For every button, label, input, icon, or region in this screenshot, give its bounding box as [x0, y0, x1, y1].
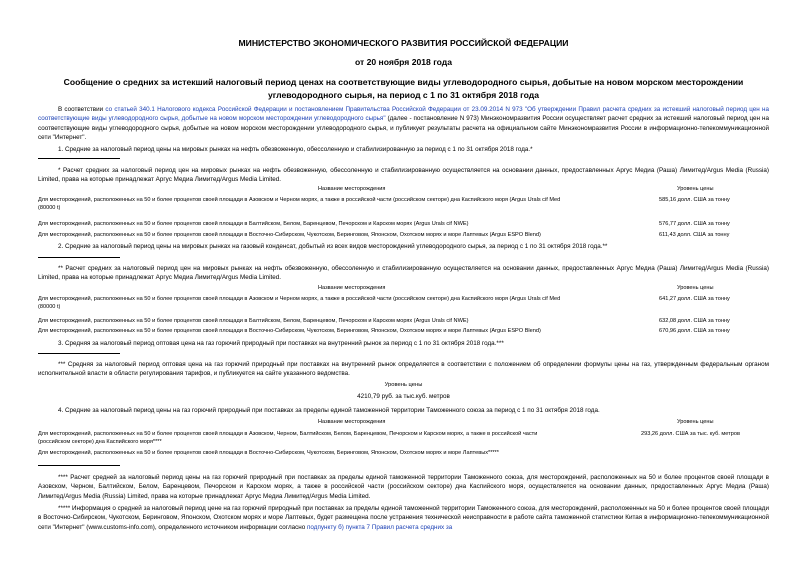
intro-text-end: (далее - постановление N 973) Минэкономразвития России осуществляет расчет средних за истекший налоговый период цен на соответствующие виды углеводородного сырья, добытые на новом морском месторождении углеводородного сырья, и публикует результаты расчета на официальном сайте Минэкономразвития России в информационно-телекоммуникационной сети "Интернет". — [38, 115, 769, 141]
item-1-heading: 1. Средние за налоговый период цены на мировых рынках на нефть обезвоженную, обессоленную и стабилизированную за период с 1 по 31 октября 2018 года.* — [58, 146, 533, 153]
field-name: Для месторождений, расположенных на 50 и более процентов своей площади в Азовском, Черном, Балтийском, Белом, Баренцевом, Печорском и Карском морях, а также в российской части (российском секторе) дна Каспийского моря**** — [38, 431, 538, 446]
price-value: 585,16 долл. США за тонну — [659, 197, 730, 203]
table1-row — [38, 196, 769, 214]
rules-reference-link[interactable]: подпункту б) пункта 7 Правил расчета средних за — [307, 523, 453, 531]
item-2-heading: 2. Средние за налоговый период цены на мировых рынках на газовый конденсат, добытый из всех видов месторождений углеводородного сырья, за период с 1 по 31 октября 2018 года.** — [58, 243, 608, 250]
footnote-2: ** Расчет средних за налоговый период цен на мировых рынках на нефть обезвоженную, обессоленную и стабилизированную осуществляется на основании данных, предоставленных Аргус Медиа (Раша) Лимитед/Argus Media (Russia) Limited, права на которые принадлежат Аргус Медиа Лимитед/Argus Media Limited. — [38, 265, 769, 282]
law-reference-link[interactable]: со статьей 340.1 Налогового кодекса Российской Федерации и постановлением Правительства Российской Федерации от 23.09.2014 N 973 "Об утверждении Правил расчета средних за истекший налоговый период цен на соответствующие виды углеводородного сырья, добытые на новом морском месторождении углеводородного сырья" — [38, 106, 769, 123]
table2-header-price: Уровень цены — [677, 285, 714, 291]
field-name: Для месторождений, расположенных на 50 и более процентов своей площади в Восточно-Сибирском, Чукотском, Беринговом, Японском, Охотском морях и море Лаптевых (Argus ESPO Blend) — [38, 232, 541, 238]
price-value: 576,77 долл. США за тонну — [659, 221, 730, 227]
table2-header-field: Название месторождения — [318, 285, 386, 291]
intro-text-start: В соответствии — [58, 106, 106, 113]
ministry-title: МИНИСТЕРСТВО ЭКОНОМИЧЕСКОГО РАЗВИТИЯ РОССИЙСКОЙ ФЕДЕРАЦИИ — [238, 38, 569, 48]
item-3-heading: 3. Средняя за налоговый период оптовая цена на газ горючий природный при поставках на внутренний рынок за период с 1 по 31 октября 2018 года.*** — [58, 340, 504, 347]
field-name: Для месторождений, расположенных на 50 и более процентов своей площади в Балтийском, Белом, Баренцевом, Печорском и Карском морях (Argus Urals cif NWE) — [38, 318, 469, 324]
table1-header-price: Уровень цены — [677, 186, 714, 192]
document-title — [30, 76, 777, 102]
field-name: Для месторождений, расположенных на 50 и более процентов своей площади в Восточно-Сибирском, Чукотском, Беринговом, Японском, Охотском морях и море Лаптевых (Argus ESPO Blend) — [38, 328, 541, 334]
price-value: 632,08 долл. США за тонну — [659, 318, 730, 324]
footnote-5-text: ***** Информация о средней за налоговый период цене на газ горючий природный при поставках за пределы единой таможенной территории Таможенного союза, для месторождений, расположенных на 50 и более процентов своей площади в Восточно-Сибирском, Чукотском, Беринговом, Японском, Охотском морях и море Лаптевых, будет размещена после устранения технической неисправности в работе сайта таможенной статистики Китая в информационно-телекоммуникационной сети "Интернет" (www.customs-info.com), определенного источником информации согласно — [38, 505, 769, 531]
price-value: 670,96 долл. США за тонну — [659, 328, 730, 334]
table4-row — [38, 430, 769, 448]
footnote-divider — [38, 158, 120, 159]
title-line-2: углеводородного сырья, на период с 1 по 31 октября 2018 года — [267, 90, 539, 100]
table1-header-field: Название месторождения — [318, 186, 386, 192]
footnote-divider — [38, 465, 120, 466]
title-line-1: Сообщение о средних за истекший налоговый период ценах на соответствующие виды углеводородного сырья, добытые на новом морском месторождении — [63, 77, 744, 87]
field-name: Для месторождений, расположенных на 50 и более процентов своей площади в Азовском и Черном морях, а также в российской части (российском секторе) дна Каспийского моря (Argus Urals cif Med (80000 t) — [38, 197, 561, 212]
price-value: 611,43 долл. США за тонну — [659, 232, 730, 238]
price-value: 641,27 долл. США за тонну — [659, 296, 730, 302]
price3-label: Уровень цены — [384, 382, 423, 388]
item-4-heading: 4. Средние за налоговый период цены на газ горючий природный при поставках за пределы единой таможенной территории Таможенного союза за период с 1 по 31 октября 2018 года. — [58, 407, 600, 414]
price-value: 293,26 долл. США за тыс. куб. метров — [641, 431, 740, 437]
table4-header-field: Название месторождения — [318, 419, 386, 425]
field-name: Для месторождений, расположенных на 50 и более процентов своей площади в Азовском и Черном морях, а также в российской части (российском секторе) дна Каспийского моря (Argus Urals cif Med (80000 t) — [38, 296, 561, 311]
document-date: от 20 ноября 2018 года — [354, 57, 453, 67]
price3-value: 4210,79 руб. за тыс.куб. метров — [357, 393, 450, 400]
table2-row — [38, 295, 769, 313]
field-name: Для месторождений, расположенных на 50 и более процентов своей площади в Восточно-Сибирском, Чукотском, Беринговом, Японском, Охотском морях и море Лаптевых***** — [38, 450, 499, 456]
footnote-1: * Расчет средних за налоговый период цен на мировых рынках на нефть обезвоженную, обессоленную и стабилизированную осуществляется на основании данных, предоставленных Аргус Медиа (Раша) Лимитед/Argus Media (Russia) Limited, права на которые принадлежат Аргус Медиа Лимитед/Argus Media Limited. — [38, 167, 769, 184]
table4-header-price: Уровень цены — [677, 419, 714, 425]
intro-paragraph — [38, 105, 769, 142]
footnote-divider — [38, 257, 120, 258]
footnote-4: **** Расчет средней за налоговый период цены на газ горючий природный при поставках за пределы единой таможенной территории Таможенного союза, для месторождений, расположенных на 50 и более процентов своей площади в Азовском, Черном, Балтийском, Белом, Баренцевом, Печорском и Карском морях, а также в российской части (российском секторе) дна Каспийского моря, осуществляется на основании данных, предоставленных Аргус Медиа (Раша) Лимитед/Argus Media (Russia) Limited, права на которые принадлежат Аргус Медиа Лимитед/Argus Media Limited. — [38, 474, 769, 500]
field-name: Для месторождений, расположенных на 50 и более процентов своей площади в Балтийском, Белом, Баренцевом, Печорском и Карском морях (Argus Urals cif NWE) — [38, 221, 469, 227]
footnote-3: *** Средняя за налоговый период оптовая цена на газ горючий природный при поставках на внутренний рынок определяется в соответствии с положением об определении формулы цены на газ, утвержденным федеральным органом исполнительной власти в области регулирования тарифов, и публикуется на сайте указанного ведомства. — [38, 361, 769, 378]
footnote-divider — [38, 353, 120, 354]
footnote-5 — [38, 504, 769, 532]
